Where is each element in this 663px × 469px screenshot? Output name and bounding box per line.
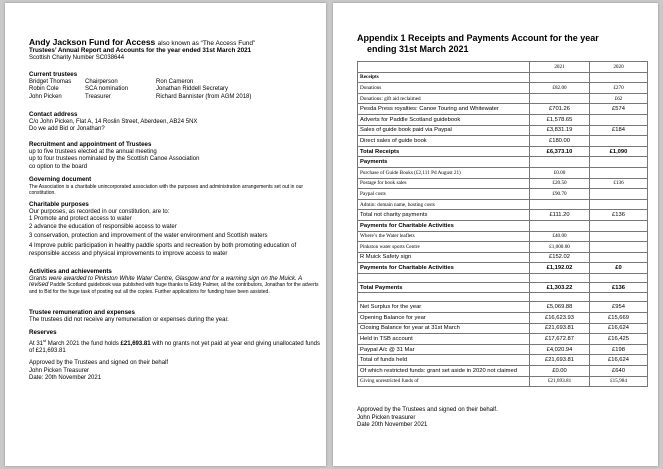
table-row	[358, 104, 648, 115]
value-2020	[590, 231, 648, 242]
contact-heading: Contact address	[29, 111, 78, 118]
reserves-heading: Reserves	[29, 329, 57, 336]
trustee-role: Chairperson	[85, 78, 118, 85]
appendix-title-line2: ending 31st March 2021	[367, 44, 469, 54]
table-row	[358, 252, 648, 263]
table-row	[358, 199, 648, 210]
row-label: Direct sales of guide book	[358, 136, 530, 147]
trustees-grid	[29, 79, 320, 102]
approval-line: Date: 20th November 2021	[29, 375, 102, 382]
table-row	[358, 178, 648, 189]
value-2020: £16,425	[590, 334, 648, 345]
value-2020	[590, 293, 648, 302]
remuneration-section	[29, 309, 320, 324]
contact-line: Do we add Bid or Jonathan?	[29, 126, 105, 133]
row-label: Where’s the Water leaflets	[358, 231, 530, 242]
header-2021: 2021	[530, 62, 590, 73]
table-row	[358, 273, 648, 282]
row-label: Payments for Charitable Activities	[358, 263, 530, 274]
value-2021: £0.00	[530, 167, 590, 178]
table-row	[358, 355, 648, 366]
value-2021: £82.00	[530, 83, 590, 94]
trustee-role: SCA nomination	[85, 86, 129, 93]
value-2020	[590, 242, 648, 253]
value-2021: £5,069.88	[530, 302, 590, 313]
value-2020: £954	[590, 302, 648, 313]
row-label: Of which restricted funds: grant set aside in 2020 not claimed	[358, 366, 530, 377]
table-row	[358, 72, 648, 83]
charitable-line: 3 conservation, protection and improvement of the water environment and Scottish waters	[29, 233, 268, 240]
value-2020: £198	[590, 344, 648, 355]
trustee-role: Treasurer	[85, 93, 111, 100]
row-label: Closing Balance for year at 31st March	[358, 323, 530, 334]
trustee-name: Robin Cole	[29, 86, 59, 93]
table-row	[358, 189, 648, 200]
trustee-name: Bridget Thomas	[29, 78, 72, 85]
charitable-section	[29, 201, 320, 258]
activities-italic: Grants were awarded to Pinkston White Water Centre, Glasgow and for a warning sign on the Muick. A revised	[29, 275, 302, 289]
value-2021: £17,672.87	[530, 334, 590, 345]
fund-title-line	[29, 37, 320, 47]
value-2020: £0	[590, 263, 648, 274]
value-2020: £640	[590, 366, 648, 377]
approval-line: Approved by the Trustees and signed on their behalf	[29, 360, 169, 366]
value-2021	[530, 157, 590, 168]
reserves-text-b: March 2021 the fund holds	[46, 340, 121, 347]
value-2021: £90.70	[530, 189, 590, 200]
trustee-name: Jonathan Riddell Secretary	[156, 86, 229, 93]
value-2020: £136	[590, 282, 648, 293]
value-2021: £111.20	[530, 210, 590, 221]
value-2020	[590, 252, 648, 263]
value-2020	[590, 167, 648, 178]
value-2020	[590, 72, 648, 83]
charitable-heading: Charitable purposes	[29, 201, 89, 208]
value-2021: £180.00	[530, 136, 590, 147]
left-page	[5, 3, 326, 466]
value-2020: £270	[590, 83, 648, 94]
charitable-line: 1 Promote and protect access to water	[29, 216, 132, 223]
row-label: Postage for book sales	[358, 178, 530, 189]
charity-number: Scottish Charity Number SC038644	[29, 55, 125, 61]
row-label: Giving unrestricted funds of	[358, 376, 530, 387]
row-label: Pinkston water sports Centre	[358, 242, 530, 253]
table-row	[358, 93, 648, 104]
row-label: Total Payments	[358, 282, 530, 293]
table-row	[358, 263, 648, 274]
table-row	[358, 220, 648, 231]
header-2020: 2020	[590, 62, 648, 73]
table-row	[358, 334, 648, 345]
value-2021: £4,020.94	[530, 344, 590, 355]
value-2020	[590, 220, 648, 231]
recruitment-section	[29, 141, 320, 171]
row-label: Total not charity payments	[358, 210, 530, 221]
reserves-section	[29, 329, 320, 356]
value-2021: £40.00	[530, 231, 590, 242]
value-2021: £21,693.81	[530, 355, 590, 366]
right-page	[333, 3, 658, 466]
recruitment-line: up to five trustees elected at the annual meeting	[29, 148, 157, 155]
charitable-line: 4 Improve public participation in healthy paddle sports and recreation by both promoting education of responsible access and physical improvements to improve access to water	[29, 242, 297, 257]
value-2020: £1,090	[590, 146, 648, 157]
current-trustees-section	[29, 71, 320, 101]
row-label: Total Receipts	[358, 146, 530, 157]
fund-title: Andy Jackson Fund for Access	[29, 37, 156, 47]
approval-line: Date 20th November 2021	[357, 422, 428, 428]
table-row	[358, 376, 648, 387]
table-row	[358, 242, 648, 253]
fund-aka: also known as “The Access Fund”	[157, 40, 256, 47]
approval-line: Approved by the Trustees and signed on their behalf.	[357, 407, 498, 413]
row-label: R Muick Safety sign	[358, 252, 530, 263]
table-row	[358, 344, 648, 355]
reserves-sup: st	[43, 337, 47, 343]
recruitment-line: co option to the board	[29, 163, 88, 170]
recruitment-heading: Recruitment and appointment of Trustees	[29, 141, 152, 148]
value-2021: £701.26	[530, 104, 590, 115]
value-2021: £152.02	[530, 252, 590, 263]
table-row	[358, 136, 648, 147]
table-row	[358, 231, 648, 242]
table-row	[358, 302, 648, 313]
value-2021: £1,578.65	[530, 114, 590, 125]
charitable-line: 2 advance the education of responsible access to water	[29, 223, 177, 230]
table-row	[358, 366, 648, 377]
value-2020: £136	[590, 210, 648, 221]
charitable-line: Our purposes, as recorded in our constitution, are to:	[29, 208, 170, 215]
activities-heading: Activities and achievements	[29, 268, 112, 275]
table-row	[358, 167, 648, 178]
row-label	[358, 273, 530, 282]
value-2021: £1,192.02	[530, 263, 590, 274]
reserves-text-c: with no grants not yet paid at year end giving unallocated funds of £21,693.81	[29, 340, 321, 355]
table-row	[358, 210, 648, 221]
row-label: Receipts	[358, 72, 530, 83]
row-label: Paypal costs	[358, 189, 530, 200]
header-label-cell	[358, 62, 530, 73]
table-row	[358, 323, 648, 334]
receipts-payments-table	[357, 61, 648, 387]
recruitment-line: up to four trustees nominated by the Scottish Canoe Association	[29, 156, 200, 163]
approval-line: John Picken treasurer	[357, 414, 416, 421]
row-label: Total of funds held	[358, 355, 530, 366]
value-2020: £15,984	[590, 376, 648, 387]
activities-section	[29, 268, 320, 296]
value-2021	[530, 93, 590, 104]
value-2020	[590, 136, 648, 147]
value-2021	[530, 199, 590, 210]
governing-section	[29, 176, 320, 196]
value-2020: £62	[590, 93, 648, 104]
row-label: Donations	[358, 83, 530, 94]
row-label: Admin: domain name, hosting costs	[358, 199, 530, 210]
value-2021	[530, 220, 590, 231]
row-label: Opening Balance for year	[358, 313, 530, 324]
report-title: Trustees’ Annual Report and Accounts for the year ended 31st March 2021	[29, 47, 252, 54]
value-2021: £21,693.81	[530, 323, 590, 334]
row-label: Payments for Charitable Activities	[358, 220, 530, 231]
reserves-text	[29, 337, 320, 356]
value-2020	[590, 189, 648, 200]
value-2020	[590, 114, 648, 125]
left-approval	[29, 360, 320, 383]
governing-heading: Governing document	[29, 176, 92, 183]
value-2021: £1,000.00	[530, 242, 590, 253]
value-2020	[590, 273, 648, 282]
value-2021	[530, 273, 590, 282]
table-row	[358, 157, 648, 168]
value-2021	[530, 72, 590, 83]
contact-section	[29, 111, 320, 134]
current-trustees-heading: Current trustees	[29, 71, 78, 78]
row-label: Net Surplus for the year	[358, 302, 530, 313]
value-2020: £15,669	[590, 313, 648, 324]
value-2020: £574	[590, 104, 648, 115]
row-label: Paypal A/c @ 31 Mar	[358, 344, 530, 355]
row-label: Purchase of Guide Books (£2,111 Pd August 21)	[358, 167, 530, 178]
table-row	[358, 313, 648, 324]
activities-text	[29, 276, 320, 296]
table-row	[358, 146, 648, 157]
row-label	[358, 293, 530, 302]
value-2021: £6,373.10	[530, 146, 590, 157]
table-row	[358, 293, 648, 302]
value-2021: £0.00	[530, 366, 590, 377]
table-row	[358, 282, 648, 293]
remuneration-heading: Trustee remuneration and expenses	[29, 309, 135, 316]
row-label: Sales of guide book paid via Paypal	[358, 125, 530, 136]
row-label: Held in TSB account	[358, 334, 530, 345]
trustee-name: Richard Bannister (from AGM 2018)	[156, 93, 252, 100]
reserves-text-a: At 31	[29, 340, 44, 347]
value-2020: £136	[590, 178, 648, 189]
approval-line: John Picken Treasurer	[29, 367, 90, 374]
row-label: Payments	[358, 157, 530, 168]
value-2020: £16,624	[590, 355, 648, 366]
value-2021	[530, 293, 590, 302]
table-header-row	[358, 62, 648, 73]
table-row	[358, 125, 648, 136]
contact-line: C/o John Picken, Flat A, 14 Roslin Street, Aberdeen, AB24 5NX	[29, 118, 198, 125]
row-label: Pesda Press royalties: Canoe Touring and Whitewater	[358, 104, 530, 115]
value-2021: £1,303.22	[530, 282, 590, 293]
value-2021: £21,693.81	[530, 376, 590, 387]
reserves-amount: £21,693.81	[120, 340, 151, 347]
remuneration-text: The trustees did not receive any remuneration or expenses during the year.	[29, 316, 229, 323]
table-row	[358, 114, 648, 125]
value-2020: £184	[590, 125, 648, 136]
value-2020	[590, 199, 648, 210]
trustee-name: John Picken	[29, 93, 62, 100]
value-2021: £16,623.93	[530, 313, 590, 324]
right-approval	[357, 407, 498, 430]
value-2021: £20.50	[530, 178, 590, 189]
appendix-title-line1: Appendix 1 Receipts and Payments Account for the year	[357, 33, 599, 43]
value-2020	[590, 157, 648, 168]
governing-text: The Association is a charitable unincorporated association with the purposes and administration arrangements set out in our constitution.	[29, 183, 304, 196]
trustee-name: Ron Cameron	[156, 78, 194, 85]
row-label: Donations: gift aid reclaimed	[358, 93, 530, 104]
appendix-title	[357, 33, 599, 55]
table-row	[358, 83, 648, 94]
row-label: Adverts for Paddle Scotland guidebook	[358, 114, 530, 125]
activities-small: Paddle Scotland guidebook was published with huge thanks to Eddy Palmer, all the contributors, Jonathan for the adverts and to Bid for the huge task of posting out all the copies. Further applications for funding have been assisted.	[29, 282, 319, 296]
value-2021: £3,831.19	[530, 125, 590, 136]
value-2020: £16,624	[590, 323, 648, 334]
